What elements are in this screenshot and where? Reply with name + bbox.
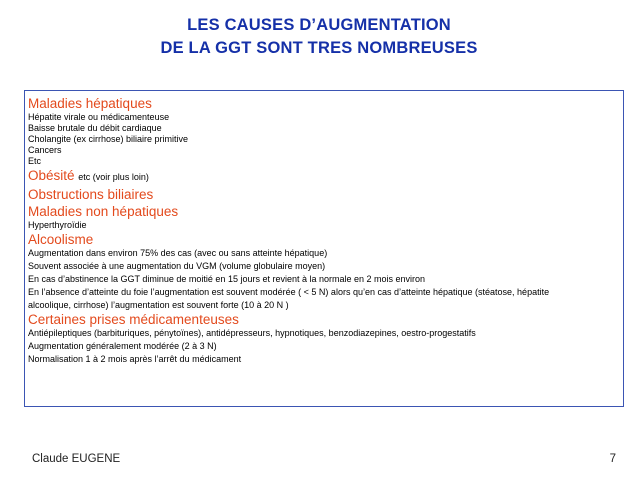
footer-author: Claude EUGENE [32,453,121,465]
slide-title-line1: LES CAUSES D’AUGMENTATION [187,16,451,34]
section-alcohol [28,231,623,311]
list-item: En l’absence d’atteinte du foie l’augmentation est souvent modérée ( < 5 N) alors qu’en cas d’atteinte hépatique (stéatose, hépatite [28,287,550,297]
section-heading: Maladies non hépatiques [28,204,179,219]
list-item: En cas d’abstinence la GGT diminue de moitié en 15 jours et revient à la normale en 2 mois environ [28,274,426,284]
list-item: Hyperthyroïdie [28,220,87,230]
list-item: Souvent associée à une augmentation du VGM (volume globulaire moyen) [28,261,326,271]
section-heading: Certaines prises médicamenteuses [28,312,239,327]
list-item: Normalisation 1 à 2 mois après l’arrêt du médicament [28,354,242,364]
list-item: alcoolique, cirrhose) l’augmentation est souvent forte (10 à 20 N ) [28,300,289,310]
content-box [24,90,624,407]
section-obesity [28,167,623,186]
section-heading: Maladies hépatiques [28,96,152,111]
slide-title [0,14,638,60]
list-item: Augmentation généralement modérée (2 à 3 N) [28,341,217,351]
section-heading: Alcoolisme [28,232,94,247]
list-item: Augmentation dans environ 75% des cas (avec ou sans atteinte hépatique) [28,248,328,258]
slide-title-line2: DE LA GGT SONT TRES NOMBREUSES [160,39,478,57]
section-heading: Obstructions biliaires [28,187,154,202]
section-biliary [28,186,623,203]
section-heading: Obésité [28,168,75,183]
list-item: Cholangite (ex cirrhose) biliaire primitive [28,134,189,144]
page-number: 7 [609,453,616,465]
list-item: Etc [28,156,42,166]
list-item: Hépatite virale ou médicamenteuse [28,112,170,122]
list-item: Baisse brutale du débit cardiaque [28,123,162,133]
list-item: Cancers [28,145,62,155]
section-drugs [28,311,623,365]
section-nonhepatic [28,203,623,231]
section-hepatic [28,95,623,167]
list-item: Antiépileptiques (barbituriques, pénytoïnes), antidépresseurs, hypnotiques, benzodiazepines, oestro-progestatifs [28,328,476,338]
section-note: etc (voir plus loin) [78,172,149,182]
